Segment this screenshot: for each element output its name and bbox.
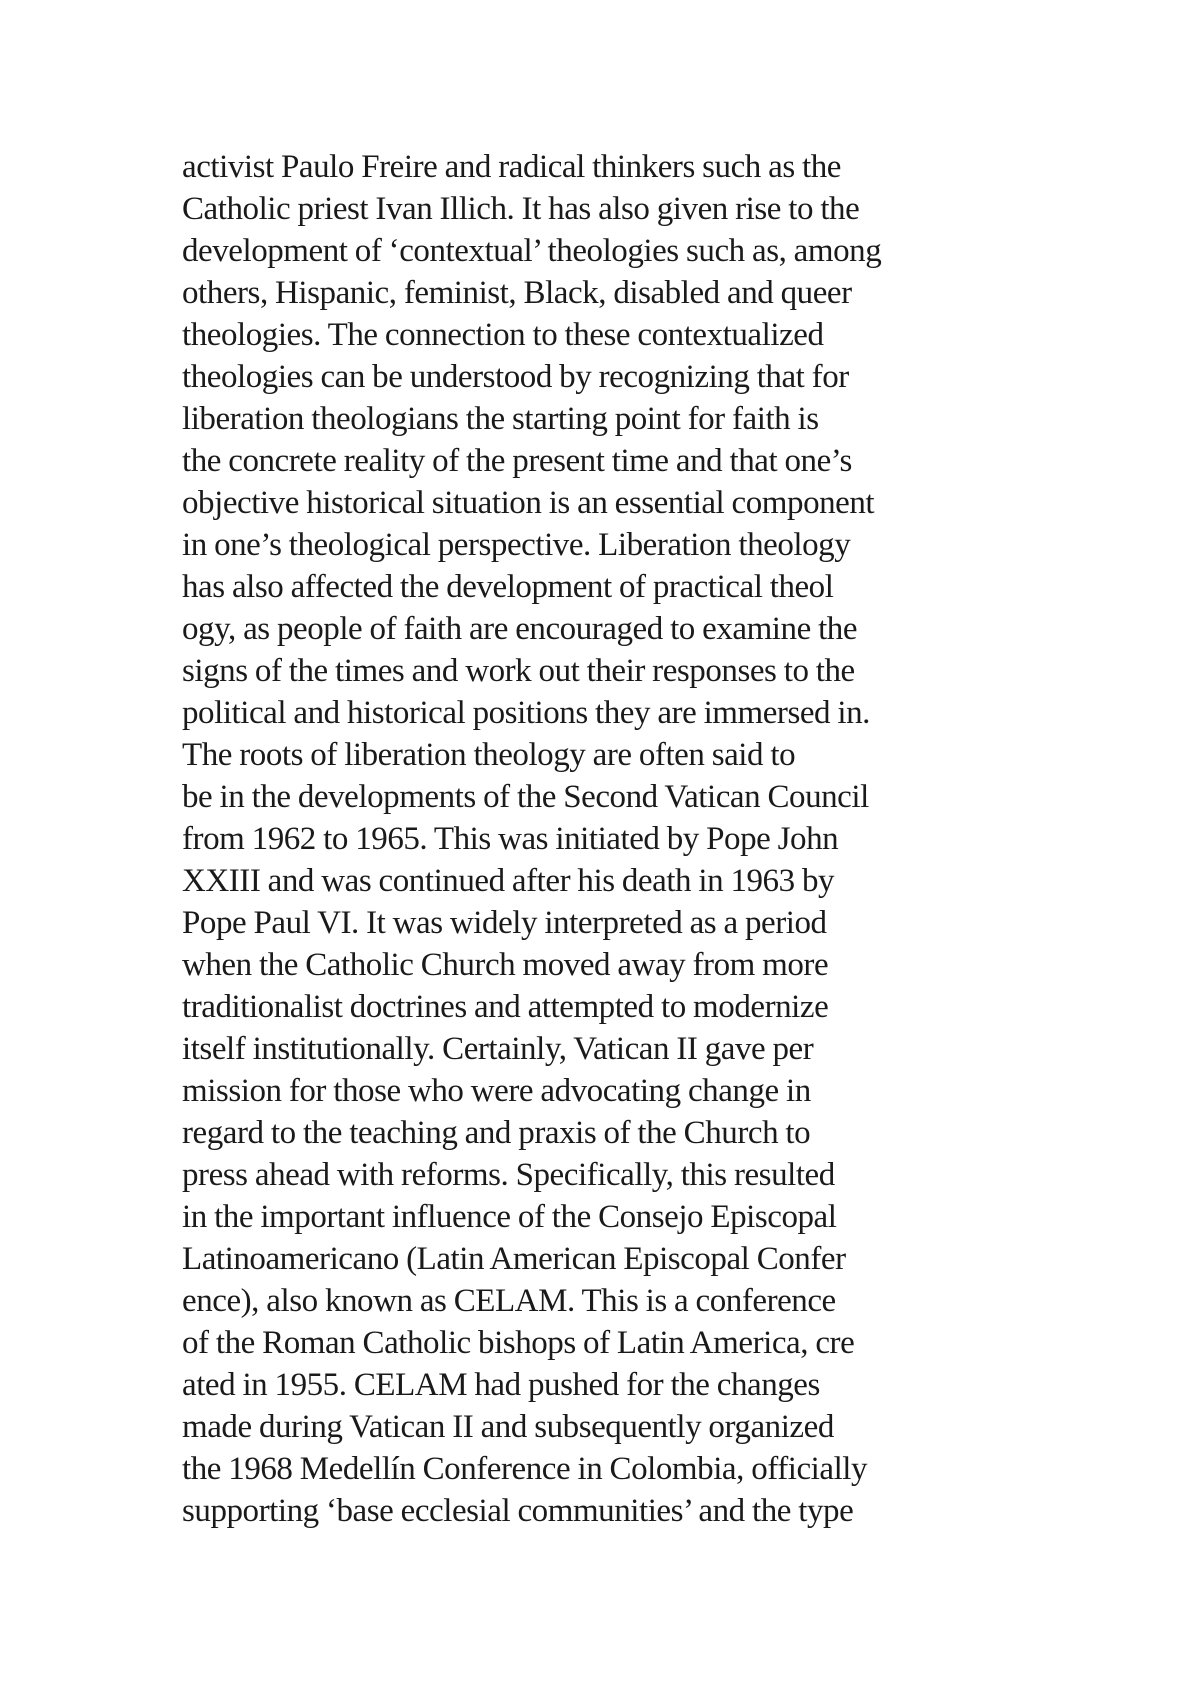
text-line: in the important influence of the Consejo Episcopal [182, 1199, 837, 1235]
text-line: The roots of liberation theology are often said to [182, 737, 796, 773]
body-text [182, 146, 1012, 1532]
text-line: political and historical positions they are immersed in. [182, 695, 870, 731]
text-line: development of ‘contextual’ theologies such as, among [182, 233, 882, 269]
text-line: the 1968 Medellín Conference in Colombia, officially [182, 1451, 868, 1487]
text-line: of the Roman Catholic bishops of Latin America, cre [182, 1325, 855, 1361]
text-line: Pope Paul VI. It was widely interpreted as a period [182, 905, 827, 941]
text-line: the concrete reality of the present time and that one’s [182, 443, 852, 479]
text-line: theologies. The connection to these contextualized [182, 317, 824, 353]
text-line: mission for those who were advocating change in [182, 1073, 811, 1109]
text-line: Latinoamericano (Latin American Episcopal Confer [182, 1241, 846, 1277]
text-line: Catholic priest Ivan Illich. It has also given rise to the [182, 191, 860, 227]
text-line: has also affected the development of practical theol [182, 569, 834, 605]
text-line: from 1962 to 1965. This was initiated by Pope John [182, 821, 839, 857]
text-line: signs of the times and work out their responses to the [182, 653, 855, 689]
text-line: in one’s theological perspective. Liberation theology [182, 527, 851, 563]
text-line: supporting ‘base ecclesial communities’ and the type [182, 1493, 854, 1529]
text-line: activist Paulo Freire and radical thinkers such as the [182, 149, 841, 185]
text-line: ated in 1955. CELAM had pushed for the changes [182, 1367, 820, 1403]
text-line: traditionalist doctrines and attempted to modernize [182, 989, 829, 1025]
text-line: be in the developments of the Second Vatican Council [182, 779, 869, 815]
text-line: itself institutionally. Certainly, Vatican II gave per [182, 1031, 814, 1067]
text-line: XXIII and was continued after his death in 1963 by [182, 863, 835, 899]
text-line: press ahead with reforms. Specifically, this resulted [182, 1157, 835, 1193]
text-line: objective historical situation is an essential component [182, 485, 875, 521]
text-line: when the Catholic Church moved away from more [182, 947, 829, 983]
text-line: theologies can be understood by recognizing that for [182, 359, 849, 395]
text-line: liberation theologians the starting point for faith is [182, 401, 819, 437]
text-line: ogy, as people of faith are encouraged to examine the [182, 611, 858, 647]
text-line: others, Hispanic, feminist, Black, disabled and queer [182, 275, 852, 311]
text-line: made during Vatican II and subsequently organized [182, 1409, 834, 1445]
text-line: ence), also known as CELAM. This is a conference [182, 1283, 836, 1319]
text-line: regard to the teaching and praxis of the Church to [182, 1115, 811, 1151]
